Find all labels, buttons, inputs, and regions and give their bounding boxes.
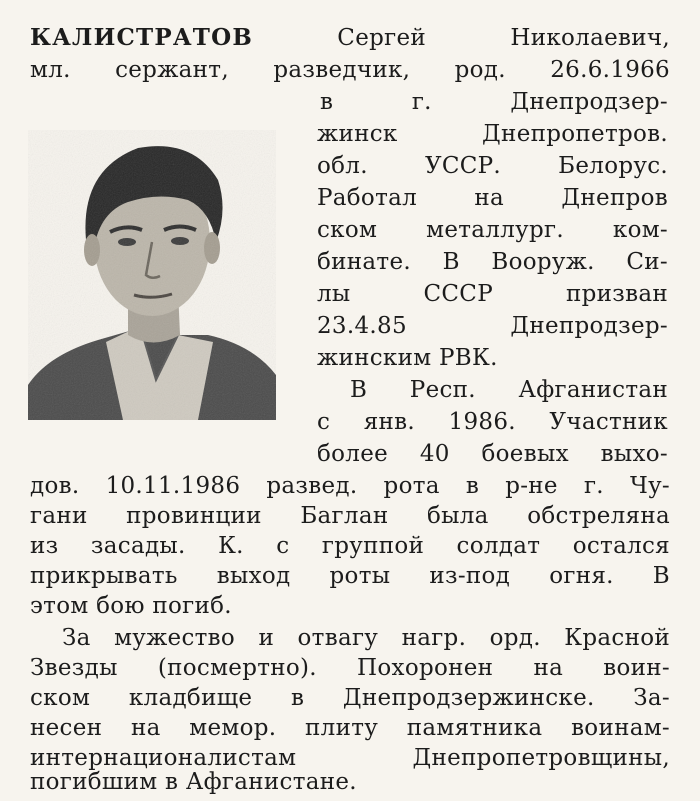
text-line: дов. 10.11.1986 развед. рота в р-не г. Чу- <box>30 473 670 499</box>
text-line: более 40 боевых выхо- <box>317 441 668 467</box>
text-line: 23.4.85 Днепродзер- <box>317 313 668 339</box>
text-line: обл. УССР. Белорус. <box>317 153 668 179</box>
text-line: с янв. 1986. Участник <box>317 409 668 435</box>
given-names: Сергей Николаевич, <box>337 25 670 51</box>
header-line <box>30 22 670 54</box>
text-line: погибшим в Афганистане. <box>30 769 357 795</box>
text-line: лы СССР призван <box>317 281 668 307</box>
text-line: ском металлург. ком- <box>317 217 668 243</box>
text-line: бинате. В Вооруж. Си- <box>317 249 668 275</box>
text-line: В Респ. Афганистан <box>350 377 668 403</box>
text-line: интернационалистам Днепропетровщины, <box>30 745 670 771</box>
text-line: мл. сержант, разведчик, род. 26.6.1966 <box>30 57 670 83</box>
text-line: ском кладбище в Днепродзержинске. За- <box>30 685 670 711</box>
text-line: из засады. К. с группой солдат остался <box>30 533 670 559</box>
text-line: Работал на Днепров <box>317 185 668 211</box>
text-line: жинским РВК. <box>317 345 498 371</box>
text-line: в г. Днепродзер- <box>320 89 668 115</box>
text-line: За мужество и отвагу нагр. орд. Красной <box>62 625 670 651</box>
text-line: несен на мемор. плиту памятника воинам- <box>30 715 670 741</box>
text-line: гани провинции Баглан была обстреляна <box>30 503 670 529</box>
text-line: жинск Днепропетров. <box>317 121 668 147</box>
portrait-image <box>28 130 276 420</box>
surname: КАЛИСТРАТОВ <box>30 24 253 51</box>
text-line: Звезды (посмертно). Похоронен на воин- <box>30 655 670 681</box>
text-line: прикрывать выход роты из-под огня. В <box>30 563 670 589</box>
text-line: этом бою погиб. <box>30 593 232 619</box>
